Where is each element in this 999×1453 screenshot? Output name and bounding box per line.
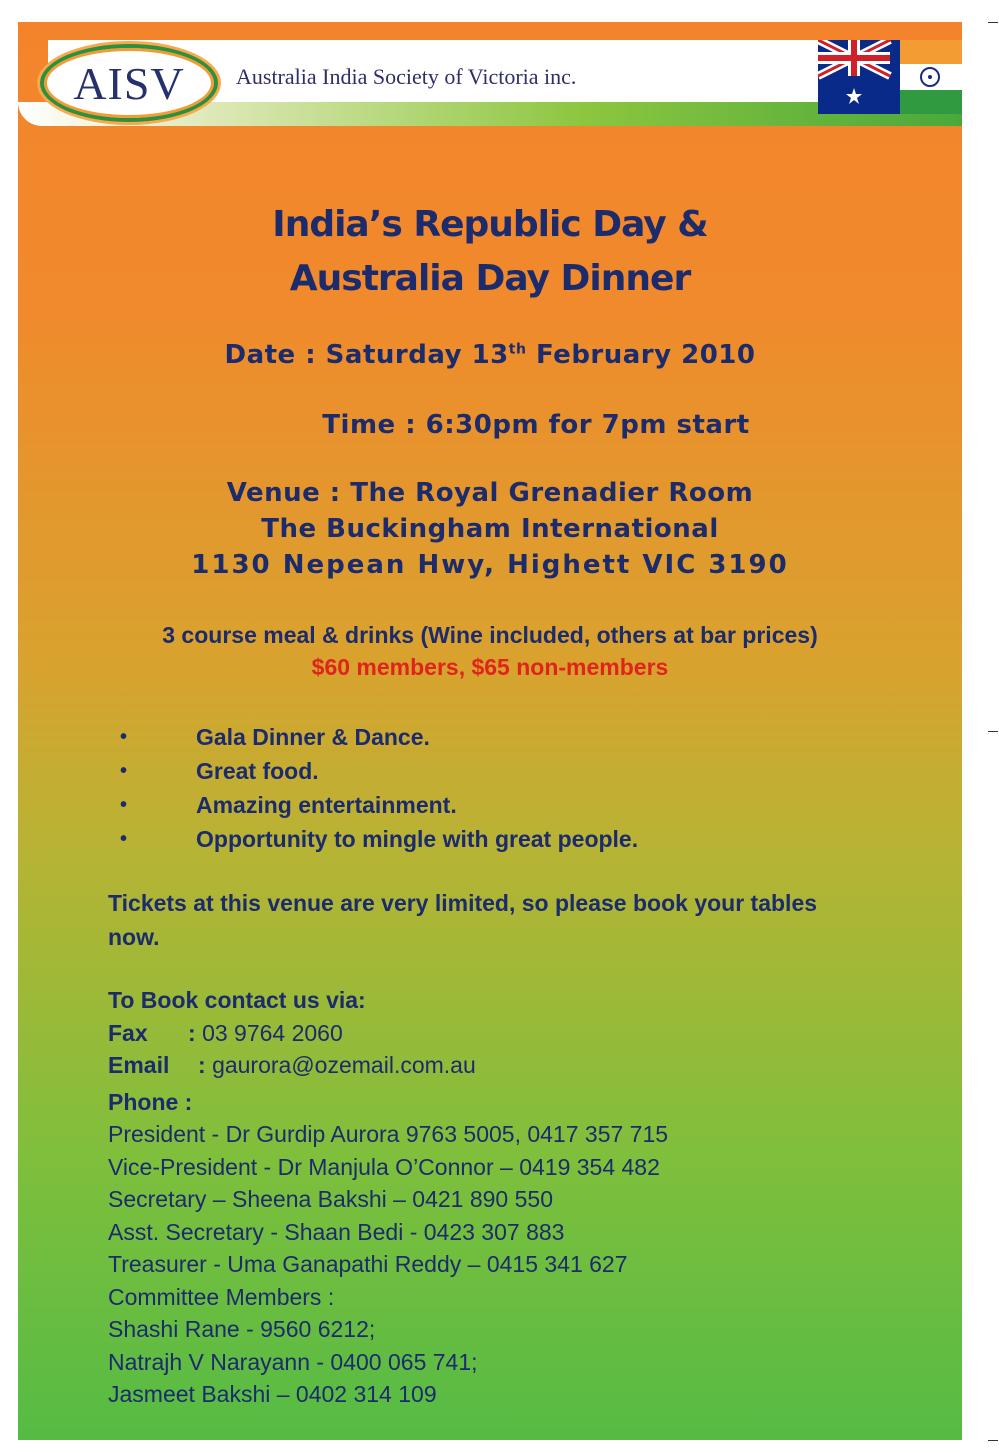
phone-committee-1: Shashi Rane - 9560 6212; — [108, 1316, 376, 1342]
phone-secretary: Secretary – Sheena Bakshi – 0421 890 550 — [108, 1186, 553, 1212]
email-row — [108, 1049, 928, 1082]
indian-flag-saffron — [900, 40, 962, 64]
phone-committee-3: Jasmeet Bakshi – 0402 314 109 — [108, 1381, 437, 1407]
list-item: • Gala Dinner & Dance. — [110, 720, 638, 754]
tickets-note: Tickets at this venue are very limited, so please book your tables now. — [108, 890, 818, 950]
email-separator: : — [198, 1052, 206, 1078]
venue-address: 1130 Nepean Hwy, Highett VIC 3190 — [191, 550, 789, 580]
event-flyer — [18, 22, 962, 1440]
list-item: • Opportunity to mingle with great people. — [110, 822, 638, 856]
fax-label: Fax — [108, 1019, 148, 1046]
phone-asst-secretary: Asst. Secretary - Shaan Bedi - 0423 307 883 — [108, 1218, 565, 1245]
meal-details: 3 course meal & drinks (Wine included, others at bar prices) — [162, 622, 818, 648]
phone-treasurer: Treasurer - Uma Ganapathi Reddy – 0415 341 627 — [108, 1251, 628, 1277]
venue-line-1: Venue : The Royal Grenadier Room — [226, 478, 754, 508]
event-title-line-2: Australia Day Dinner — [289, 258, 691, 299]
indian-flag-white — [900, 64, 962, 90]
committee-heading: Committee Members : — [108, 1283, 335, 1310]
bullet-icon: • — [120, 794, 128, 816]
ticket-price: $60 members, $65 non-members — [311, 654, 669, 680]
logo-text: AISV — [73, 57, 185, 109]
phone-president: President - Dr Gurdip Aurora 9763 5005, 0417 357 715 — [108, 1121, 669, 1147]
email-address: gaurora@ozemail.com.au — [212, 1052, 476, 1078]
fax-row — [108, 1017, 928, 1050]
list-item: • Great food. — [110, 754, 638, 788]
flags-emblem — [818, 40, 962, 114]
venue-line-2: The Buckingham International — [261, 514, 719, 544]
highlights-list — [110, 720, 638, 856]
australian-flag-icon — [818, 40, 900, 114]
event-date-main: Date : Saturday 13 — [224, 340, 509, 370]
bullet-icon: • — [120, 726, 128, 748]
phone-committee-2: Natrajh V Narayann - 0400 065 741; — [108, 1348, 478, 1375]
event-date-suffix: th — [508, 341, 527, 358]
aisv-logo — [40, 44, 218, 122]
bullet-icon: • — [120, 760, 128, 782]
contact-section — [108, 984, 928, 1411]
email-label: Email — [108, 1052, 170, 1078]
organization-name: Australia India Society of Victoria inc. — [236, 64, 577, 89]
phone-label: Phone : — [108, 1088, 193, 1115]
crop-mark — [988, 22, 998, 23]
event-time: Time : 6:30pm for 7pm start — [322, 410, 750, 440]
list-item: • Amazing entertainment. — [110, 788, 638, 822]
phone-vice-president: Vice-President - Dr Manjula O’Connor – 0419 354 482 — [108, 1153, 660, 1180]
crop-mark — [988, 1440, 998, 1441]
fax-number: 03 9764 2060 — [202, 1019, 343, 1046]
crop-mark — [988, 731, 998, 732]
event-title-line-1: India’s Republic Day & — [272, 204, 708, 245]
header-band — [18, 22, 962, 126]
contact-heading: To Book contact us via: — [108, 987, 366, 1013]
fax-separator: : — [188, 1019, 196, 1046]
bullet-icon: • — [120, 828, 128, 850]
event-date-rest: February 2010 — [526, 340, 756, 370]
indian-flag-green — [900, 90, 962, 114]
event-date — [18, 340, 962, 370]
